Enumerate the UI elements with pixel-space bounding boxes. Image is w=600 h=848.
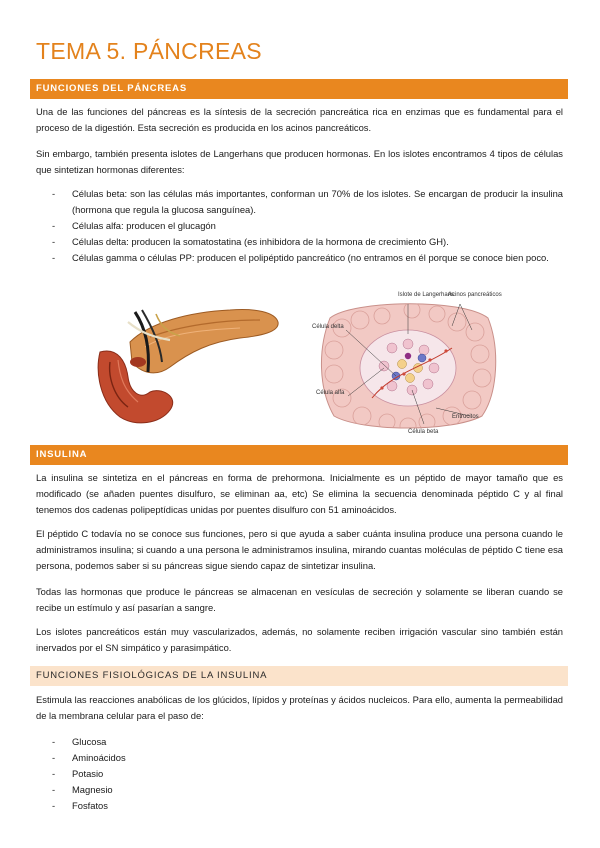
list-item: - Potasio (52, 768, 104, 779)
list-item: - Células delta: producen la somatostatina (es inhibidora de la hormona de crecimiento GH). (52, 236, 449, 247)
list-item: - Aminoácidos (52, 752, 126, 763)
label-eritrocitos: Eritrocitos (452, 414, 479, 420)
cell-types-list (36, 186, 563, 266)
label-acinos: Acinos pancreáticos (448, 292, 502, 298)
list-item: - Células alfa: producen el glucagón (52, 220, 216, 231)
paragraph-insulina-1: La insulina se sintetiza en el páncreas en forma de prehormona. Inicialmente es un péptido de mayor tamaño que es modificado (se añaden puentes disulfuro, se eliminan aa, etc) Se elimina la secuencia denominada péptido C y al final tenemos dos cadenas polipeptídicas unidas por puentes disulfuro con 51 aminoácidos. (36, 472, 563, 515)
list-item: - Magnesio (52, 784, 113, 795)
section-heading-insulina: INSULINA (30, 445, 568, 465)
paragraph-funciones-1: Una de las funciones del páncreas es la síntesis de la secreción pancreática rica en enzimas que es fundamental para el proceso de la digestión. Esta secreción es producida en los acinos pancreáticos. (36, 106, 563, 133)
list-item: - Fosfatos (52, 800, 108, 811)
list-item: - Células beta: son las células más importantes, conforman un 70% de los islotes. Se encargan de producir la insulina (hormona que regula la glucosa sanguínea). (52, 188, 563, 215)
paragraph-insulina-3: Todas las hormonas que produce le páncreas se almacenan en vesículas de secreción y solamente se liberan cuando se recibe un estímulo y así pasarían a sangre. (36, 586, 563, 613)
section-heading-funciones-fisiologicas: FUNCIONES FISIOLÓGICAS DE LA INSULINA (30, 666, 568, 686)
paragraph-insulina-2: El péptido C todavía no se conoce sus funciones, pero si que ayuda a saber cuánta insulina produce una persona cuando le administramos insulina; si cuando a una persona le administramos insulina, mirando cuantas moléculas de péptido C tiene esa persona, podemos saber si su páncreas sigue siendo capaz de sintetizar insulina. (36, 528, 563, 571)
section-heading-funciones: FUNCIONES DEL PÁNCREAS (30, 79, 568, 99)
paragraph-funciones-2: Sin embargo, también presenta islotes de Langerhans que producen hormonas. En los islotes encontramos 4 tipos de células que sintetizan hormonas diferentes: (36, 148, 563, 175)
label-alfa: Célula alfa (316, 390, 345, 396)
label-beta: Célula beta (408, 429, 439, 435)
label-islote: Islote de Langerhans (398, 292, 455, 298)
paragraph-insulina-4: Los islotes pancreáticos están muy vascularizados, además, no solamente reciben irrigación vascular sino también están inervados por el SN simpático y parasimpático. (36, 626, 563, 653)
page-title: TEMA 5. PÁNCREAS (36, 38, 262, 64)
permeability-list (36, 734, 563, 814)
label-delta: Célula delta (312, 324, 344, 330)
paragraph-funciones-fisiologicas: Estimula las reacciones anabólicas de los glúcidos, lípidos y proteínas y ácidos nucleicos. Para ello, aumenta la permeabilidad de la membrana celular para el paso de: (36, 694, 563, 721)
pancreas-illustration (90, 292, 282, 432)
islet-diagram (312, 288, 502, 436)
list-item: - Células gamma o células PP: producen el polipéptido pancreático (no entramos en él porque se conoce bien poco. (52, 252, 549, 263)
list-item: - Glucosa (52, 736, 107, 747)
